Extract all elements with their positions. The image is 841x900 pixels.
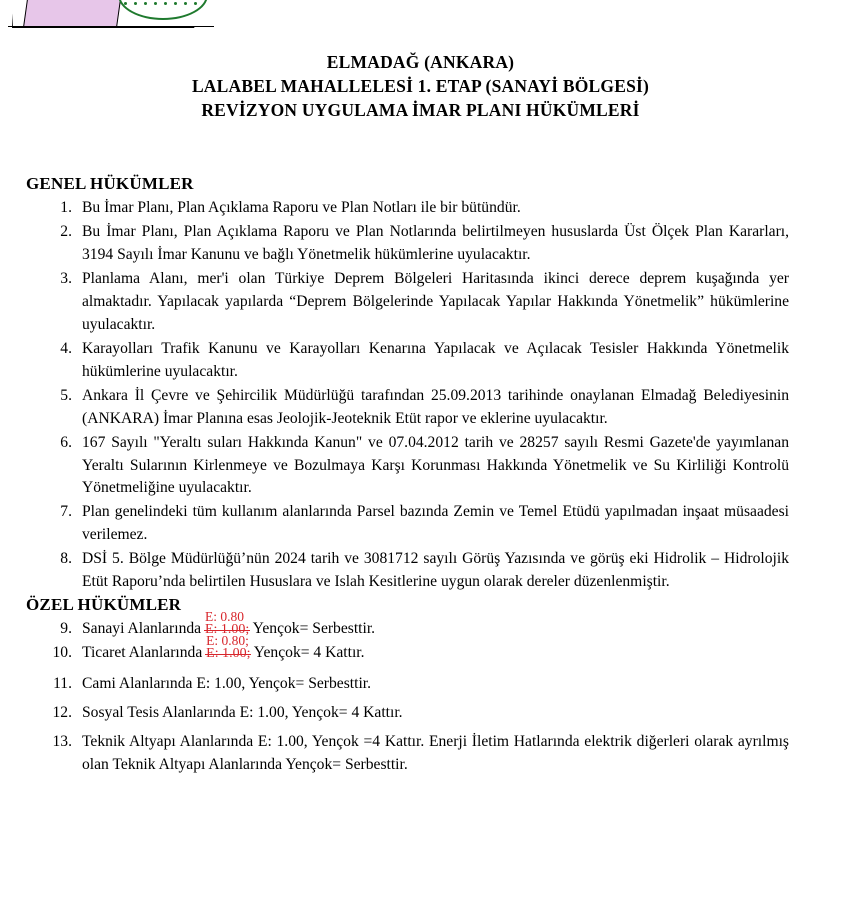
list-item xyxy=(26,501,789,547)
list-item xyxy=(26,633,789,665)
clause-text: Karayolları Trafik Kanunu ve Karayolları Kenarına Yapılacak ve Açılacak Tesisler Hakkında Yönetmelik hükümlerine uyulacaktır. xyxy=(82,339,789,380)
clause-text: Cami Alanlarında E: 1.00, Yençok= Serbesttir. xyxy=(82,674,372,692)
clause-text: 167 Sayılı "Yeraltı suları Hakkında Kanun" ve 07.04.2012 tarih ve 28257 sayılı Resmi Gazete'de yayımlanan Yeraltı Sularının Kirlenmeye ve Bozulmaya Karşı Korunması Hakkında Yönetmelik ve Su Kirliliği Kontrolü Yönetmeliğine uyulacaktır. xyxy=(82,433,789,497)
clause-number: 9. xyxy=(60,620,72,638)
clause-number: 2. xyxy=(60,223,72,241)
list-item xyxy=(26,673,789,696)
clause-text: Planlama Alanı, mer'i olan Türkiye Deprem Bölgeleri Haritasında ikinci derece deprem kuşağında yer almaktadır. Yapılacak yapılarda “Deprem Bölgelerinde Yapılacak Yapılar Hakkında Yönetmelik” hükümlerine uyulacaktır. xyxy=(82,270,789,334)
park-hatching xyxy=(120,2,200,14)
clause-number: 13. xyxy=(52,732,72,750)
clause-number: 4. xyxy=(60,339,72,357)
section-heading-special: ÖZEL HÜKÜMLER xyxy=(26,595,182,615)
list-item xyxy=(26,221,789,267)
clause-list-special xyxy=(26,609,789,777)
clause-text: Teknik Altyapı Alanlarında E: 1.00, Yençok =4 Kattır. Enerji İletim Hatlarında elektrik diğerleri olarak ayrılmış olan Teknik Altyapı Alanlarında Yençok= Serbesttir. xyxy=(82,732,789,773)
clause-number: 12. xyxy=(52,703,72,721)
revision-markup xyxy=(206,633,251,662)
list-item xyxy=(26,609,789,641)
map-edge-line xyxy=(8,26,214,27)
clause-text: DSİ 5. Bölge Müdürlüğü’nün 2024 tarih ve 3081712 sayılı Görüş Yazısında ve görüş eki Hidrolik – Hidrolojik Etüt Raporu’nda belirtilen Hususlara ve Islah Kesitlerine uygun olarak dereler düzenlenmiştir. xyxy=(82,550,789,591)
clause-text: Plan genelindeki tüm kullanım alanlarında Parsel bazında Zemin ve Temel Etüdü yapılmadan inşaat müsaadesi verilemez. xyxy=(82,503,789,544)
list-item xyxy=(26,338,789,384)
clause-text xyxy=(82,609,789,641)
clause-text-before: Sanayi Alanlarında xyxy=(82,620,205,638)
clause-number: 7. xyxy=(60,503,72,521)
title-line-1: ELMADAĞ (ANKARA) xyxy=(326,52,515,72)
clause-number: 6. xyxy=(60,433,72,451)
clause-text: Sosyal Tesis Alanlarında E: 1.00, Yençok= 4 Kattır. xyxy=(82,703,403,721)
clause-number: 8. xyxy=(60,550,72,568)
clause-number: 10. xyxy=(52,644,72,662)
clause-text-after: Yençok= Serbesttir. xyxy=(249,620,376,638)
list-item xyxy=(26,268,789,337)
revision-old-value: E: 1.00; xyxy=(204,622,250,638)
list-item xyxy=(26,548,789,594)
revision-new-value: E: 0.80 xyxy=(204,609,244,625)
clause-text-after: Yençok= 4 Kattır. xyxy=(250,644,365,662)
title-line-3: REVİZYON UYGULAMA İMAR PLANI HÜKÜMLERİ xyxy=(201,100,640,121)
clause-list-general xyxy=(26,197,789,594)
list-item xyxy=(26,197,789,220)
document-title xyxy=(0,50,841,122)
revision-old-value: E: 1.00; xyxy=(206,646,251,662)
clause-text: Bu İmar Planı, Plan Açıklama Raporu ve Plan Notlarında belirtilmeyen hususlarda Üst Ölçek Plan Kararları, 3194 Sayılı İmar Kanunu ve bağlı Yönetmelik hükümlerine uyulacaktır. xyxy=(82,223,789,264)
clause-number: 3. xyxy=(60,270,72,288)
clause-text: Bu İmar Planı, Plan Açıklama Raporu ve Plan Notları ile bir bütündür. xyxy=(82,199,521,217)
list-item xyxy=(26,385,789,431)
clause-number: 11. xyxy=(53,674,72,692)
list-item xyxy=(26,702,789,725)
clause-text xyxy=(82,633,789,665)
document-body xyxy=(0,174,841,776)
list-item xyxy=(26,731,789,777)
clause-text: Ankara İl Çevre ve Şehircilik Müdürlüğü tarafından 25.09.2013 tarihinde onaylanan Elmadağ Belediyesinin (ANKARA) İmar Planına esas Jeolojik-Jeoteknik Etüt rapor ve eklerine uyulacaktır. xyxy=(82,386,789,427)
map-fragment xyxy=(0,0,841,34)
clause-text-before: Ticaret Alanlarında xyxy=(82,644,207,662)
revision-new-value: E: 0.80; xyxy=(206,633,249,649)
clause-number: 1. xyxy=(60,199,72,217)
list-item xyxy=(26,432,789,501)
title-line-2: LALABEL MAHALLELESİ 1. ETAP (SANAYİ BÖLGESİ) xyxy=(191,76,650,97)
section-heading-general: GENEL HÜKÜMLER xyxy=(26,174,194,194)
clause-number: 5. xyxy=(60,386,72,404)
